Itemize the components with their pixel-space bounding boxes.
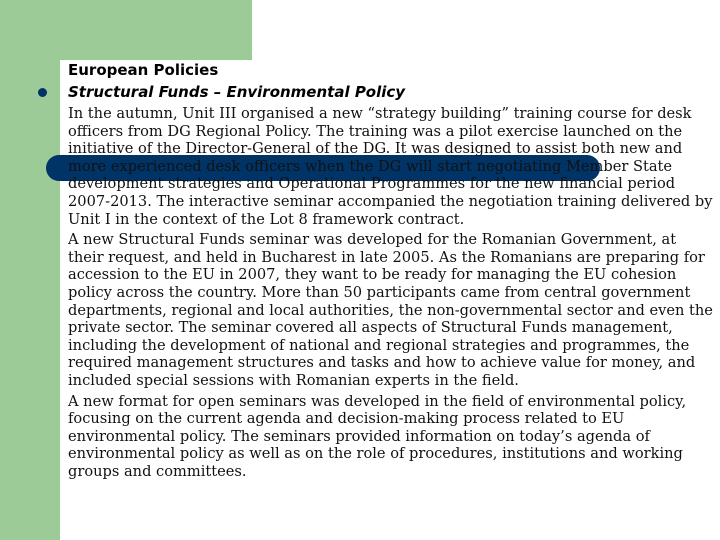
slide-heading: European Policies	[68, 61, 219, 79]
slide-subheading: Structural Funds – Environmental Policy	[68, 83, 406, 101]
paragraph-training-course: In the autumn, Unit III organised a new “strategy building” training course for desk officers from DG Regional Policy. The training was a pilot exercise launched on the initiative of the Director-General of the DG. It was designed to assist both new and more experienced desk officers when the DG will start negotiating Member State development strategies and Operational Programmes for the new financial period 2007-2013. The interactive seminar accompanied the negotiation training delivered by Unit I in the context of the Lot 8 framework contract.	[68, 105, 713, 228]
green-left-band	[0, 0, 60, 540]
paragraph-romanian-seminar: A new Structural Funds seminar was developed for the Romanian Government, at their request, and held in Bucharest in late 2005. As the Romanians are preparing for accession to the EU in 2007, they want to be ready for managing the EU cohesion policy across the country. More than 50 participants came from central government departments, regional and local authorities, the non-governmental sector and even the private sector. The seminar covered all aspects of Structural Funds management, including the development of national and regional strategies and programmes, the required management structures and tasks and how to achieve value for money, and included special sessions with Romanian experts in the field.	[68, 231, 713, 389]
slide-content	[68, 62, 714, 483]
paragraph-environmental-seminars: A new format for open seminars was developed in the field of environmental policy, focusing on the current agenda and decision-making process related to EU environmental policy. The seminars provided information on today’s agenda of environmental policy as well as on the role of procedures, institutions and working groups and committees.	[68, 392, 687, 480]
bullet-dot-icon	[38, 88, 47, 97]
green-top-band	[0, 0, 252, 60]
